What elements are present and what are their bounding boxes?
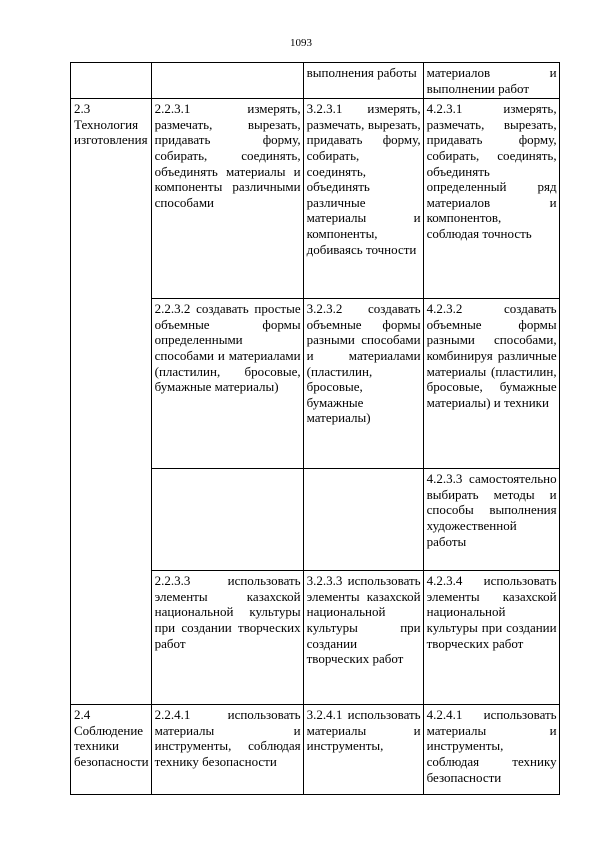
grade2-cell: [151, 63, 303, 99]
grade2-cell: 2.2.3.2 создавать простые объемные формы определенными способами и материалами (пластилин, бросовые, бумажные материалы): [151, 299, 303, 469]
section-cell: 2.3 Технология изготовления: [71, 99, 152, 705]
grade2-cell: 2.2.3.3 использовать элементы казахской национальной культуры при создании творческих работ: [151, 571, 303, 705]
grade2-cell: [151, 469, 303, 571]
page-number: 1093: [290, 37, 312, 49]
grade3-cell: 3.2.3.3 использовать элементы казахской национальной культуры при создании творческих работ: [303, 571, 423, 705]
table-row: [71, 63, 560, 99]
grade2-cell: 2.2.4.1 использовать материалы и инструменты, соблюдая технику безопасности: [151, 705, 303, 795]
grade4-cell: 4.2.3.4 использовать элементы казахской национальной культуры при создании творческих работ: [423, 571, 559, 705]
grade4-cell: 4.2.3.2 создавать объемные формы разными способами, комбинируя различные материалы (пластилин, бросовые, бумажные материалы) и техники: [423, 299, 559, 469]
grade4-cell: 4.2.3.1 измерять, размечать, вырезать, придавать форму, собирать, соединять, объединять определенный ряд материалов и компонентов, соблюдая точность: [423, 99, 559, 299]
section-cell: [71, 63, 152, 99]
grade4-cell: материалов и выполнении работ: [423, 63, 559, 99]
grade3-cell: 3.2.4.1 использовать материалы и инструменты,: [303, 705, 423, 795]
section-cell: 2.4 Соблюдение техники безопасности: [71, 705, 152, 795]
grade3-cell: 3.2.3.1 измерять, размечать, вырезать, придавать форму, собирать, соединять, объединять различные материалы и компоненты, добиваясь точности: [303, 99, 423, 299]
grade3-cell: [303, 469, 423, 571]
grade3-cell: выполнения работы: [303, 63, 423, 99]
grade3-cell: 3.2.3.2 создавать объемные формы разными способами и материалами (пластилин, бросовые, бумажные материалы): [303, 299, 423, 469]
curriculum-table: [70, 62, 560, 795]
grade4-cell: 4.2.3.3 самостоятельно выбирать методы и способы выполнения художественной работы: [423, 469, 559, 571]
table-row: [71, 99, 560, 299]
grade2-cell: 2.2.3.1 измерять, размечать, вырезать, придавать форму, собирать, соединять, объединять материалы и компоненты различными способами: [151, 99, 303, 299]
grade4-cell: 4.2.4.1 использовать материалы и инструменты, соблюдая технику безопасности: [423, 705, 559, 795]
table-row: [71, 705, 560, 795]
